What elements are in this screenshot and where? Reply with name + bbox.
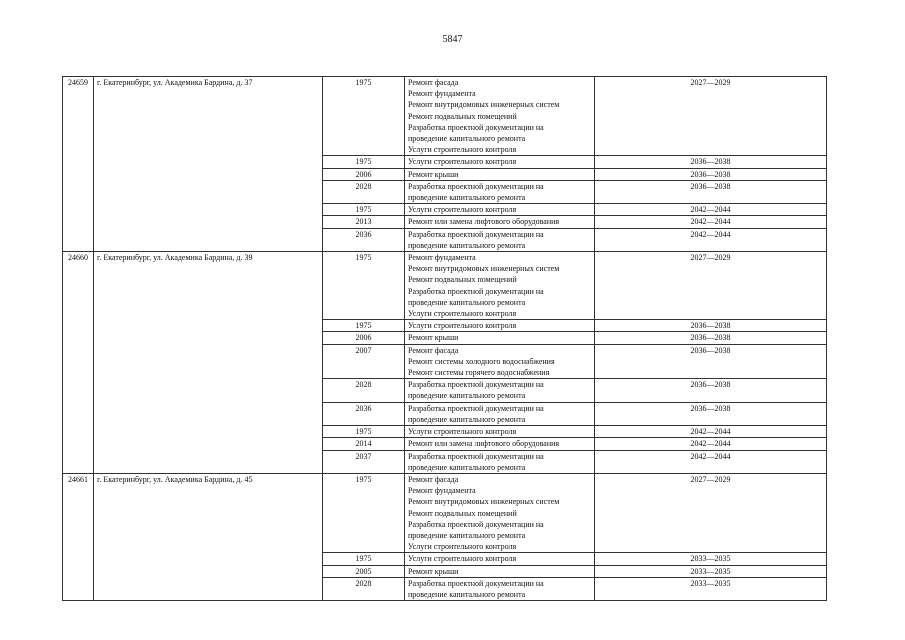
- year-cell: 2006: [323, 332, 405, 344]
- work-item: Ремонт фасада: [408, 345, 459, 355]
- building-id: [63, 344, 94, 379]
- work-item: Ремонт внутридомовых инженерных систем: [408, 100, 560, 110]
- work-item: Разработка проектной документации на: [408, 181, 544, 191]
- table-row: [63, 450, 827, 473]
- building-id: [63, 577, 94, 600]
- period-cell: 2042—2044: [595, 426, 827, 438]
- year-cell: 2013: [323, 216, 405, 228]
- work-item: проведение капитального ремонта: [408, 414, 526, 424]
- table-row: [63, 332, 827, 344]
- work-item: Ремонт крыши: [408, 566, 459, 576]
- work-item: Ремонт фасада: [408, 78, 459, 87]
- period-cell: 2036—2038: [595, 320, 827, 332]
- work-item: Ремонт или замена лифтового оборудования: [408, 217, 560, 227]
- works-cell: [405, 168, 595, 180]
- year-cell: 1975: [323, 204, 405, 216]
- works-cell: [405, 577, 595, 600]
- page-number: 5847: [442, 34, 463, 45]
- building-id: [63, 438, 94, 450]
- table-row: [63, 565, 827, 577]
- work-item: проведение капитального ремонта: [408, 193, 526, 203]
- work-item: Ремонт внутридомовых инженерных систем: [408, 497, 560, 507]
- building-id: [63, 553, 94, 565]
- work-item: Ремонт фундамента: [408, 486, 476, 496]
- year-cell: 1975: [323, 77, 405, 156]
- year-cell: 1975: [323, 473, 405, 552]
- capital-repair-table: [62, 76, 827, 601]
- work-item: проведение капитального ремонта: [408, 391, 526, 401]
- table-row: [63, 438, 827, 450]
- year-cell: 1975: [323, 426, 405, 438]
- period-cell: 2042—2044: [595, 204, 827, 216]
- period-cell: 2036—2038: [595, 180, 827, 203]
- table-row: [63, 252, 827, 320]
- table-row: [63, 344, 827, 379]
- building-id: [63, 204, 94, 216]
- work-item: Ремонт фасада: [408, 474, 459, 484]
- works-cell: [405, 320, 595, 332]
- year-cell: 1975: [323, 553, 405, 565]
- building-id: [63, 332, 94, 344]
- works-cell: [405, 204, 595, 216]
- period-cell: 2027—2029: [595, 473, 827, 552]
- year-cell: 1975: [323, 252, 405, 320]
- period-cell: 2036—2038: [595, 156, 827, 168]
- year-cell: 2036: [323, 402, 405, 425]
- building-address: [94, 402, 323, 425]
- table-row: [63, 320, 827, 332]
- table-row: [63, 156, 827, 168]
- period-cell: 2027—2029: [595, 252, 827, 320]
- period-cell: 2042—2044: [595, 216, 827, 228]
- work-item: Ремонт или замена лифтового оборудования: [408, 439, 560, 449]
- works-cell: [405, 473, 595, 552]
- year-cell: 1975: [323, 320, 405, 332]
- building-address: [94, 168, 323, 180]
- work-item: Услуги строительного контроля: [408, 309, 517, 319]
- building-id: [63, 450, 94, 473]
- building-id: [63, 228, 94, 251]
- table-row: [63, 577, 827, 600]
- works-cell: [405, 402, 595, 425]
- works-cell: [405, 379, 595, 402]
- work-item: Услуги строительного контроля: [408, 321, 517, 331]
- work-item: Ремонт системы холодного водоснабжения: [408, 356, 555, 366]
- table-row: [63, 228, 827, 251]
- building-id: [63, 216, 94, 228]
- period-cell: 2033—2035: [595, 553, 827, 565]
- building-address: [94, 180, 323, 203]
- building-id: [63, 156, 94, 168]
- period-cell: 2036—2038: [595, 332, 827, 344]
- work-item: проведение капитального ремонта: [408, 462, 526, 472]
- works-cell: [405, 216, 595, 228]
- year-cell: 2005: [323, 565, 405, 577]
- building-address: г. Екатеринбург, ул. Академика Бардина, д. 37: [94, 77, 323, 156]
- work-item: Ремонт крыши: [408, 333, 459, 343]
- building-address: [94, 204, 323, 216]
- table-row: [63, 426, 827, 438]
- period-cell: 2036—2038: [595, 402, 827, 425]
- work-item: Ремонт фундамента: [408, 89, 476, 99]
- work-item: Разработка проектной документации на: [408, 519, 544, 529]
- building-id: [63, 402, 94, 425]
- period-cell: 2033—2035: [595, 577, 827, 600]
- work-item: Услуги строительного контроля: [408, 145, 517, 155]
- works-cell: [405, 426, 595, 438]
- work-item: проведение капитального ремонта: [408, 589, 526, 599]
- work-item: проведение капитального ремонта: [408, 297, 526, 307]
- period-cell: 2036—2038: [595, 344, 827, 379]
- work-item: Услуги строительного контроля: [408, 554, 517, 564]
- works-cell: [405, 156, 595, 168]
- work-item: Услуги строительного контроля: [408, 205, 517, 215]
- work-item: Ремонт подвальных помещений: [408, 508, 517, 518]
- works-cell: [405, 332, 595, 344]
- works-cell: [405, 565, 595, 577]
- year-cell: 2037: [323, 450, 405, 473]
- works-cell: [405, 228, 595, 251]
- building-address: [94, 320, 323, 332]
- table-row: [63, 168, 827, 180]
- building-id: [63, 180, 94, 203]
- works-cell: [405, 438, 595, 450]
- period-cell: 2042—2044: [595, 438, 827, 450]
- work-item: Ремонт подвальных помещений: [408, 275, 517, 285]
- table-row: [63, 180, 827, 203]
- works-cell: [405, 344, 595, 379]
- building-address: [94, 216, 323, 228]
- work-item: проведение капитального ремонта: [408, 530, 526, 540]
- building-address: [94, 344, 323, 379]
- building-address: [94, 577, 323, 600]
- work-item: Разработка проектной документации на: [408, 578, 544, 588]
- table-row: [63, 204, 827, 216]
- period-cell: 2036—2038: [595, 379, 827, 402]
- year-cell: 2014: [323, 438, 405, 450]
- works-cell: [405, 77, 595, 156]
- work-item: проведение капитального ремонта: [408, 134, 526, 144]
- works-cell: [405, 553, 595, 565]
- work-item: Ремонт крыши: [408, 169, 459, 179]
- table-row: [63, 402, 827, 425]
- work-item: Услуги строительного контроля: [408, 427, 517, 437]
- building-id: 24661: [63, 473, 94, 552]
- building-address: [94, 379, 323, 402]
- period-cell: 2027—2029: [595, 77, 827, 156]
- building-address: [94, 332, 323, 344]
- period-cell: 2042—2044: [595, 228, 827, 251]
- period-cell: 2036—2038: [595, 168, 827, 180]
- work-item: проведение капитального ремонта: [408, 240, 526, 250]
- works-cell: [405, 252, 595, 320]
- year-cell: 2028: [323, 577, 405, 600]
- building-address: [94, 553, 323, 565]
- building-address: г. Екатеринбург, ул. Академика Бардина, д. 39: [94, 252, 323, 320]
- building-id: [63, 565, 94, 577]
- period-cell: 2033—2035: [595, 565, 827, 577]
- building-address: [94, 565, 323, 577]
- building-address: [94, 228, 323, 251]
- building-address: [94, 450, 323, 473]
- year-cell: 1975: [323, 156, 405, 168]
- work-item: Разработка проектной документации на: [408, 451, 544, 461]
- building-id: 24659: [63, 77, 94, 156]
- year-cell: 2007: [323, 344, 405, 379]
- works-cell: [405, 450, 595, 473]
- work-item: Разработка проектной документации на: [408, 380, 544, 390]
- work-item: Разработка проектной документации на: [408, 122, 544, 132]
- work-item: Ремонт фундамента: [408, 253, 476, 263]
- work-item: Разработка проектной документации на: [408, 229, 544, 239]
- year-cell: 2036: [323, 228, 405, 251]
- building-id: [63, 320, 94, 332]
- work-item: Услуги строительного контроля: [408, 157, 517, 167]
- work-item: Разработка проектной документации на: [408, 403, 544, 413]
- work-item: Ремонт системы горячего водоснабжения: [408, 368, 550, 378]
- period-cell: 2042—2044: [595, 450, 827, 473]
- year-cell: 2006: [323, 168, 405, 180]
- building-id: [63, 379, 94, 402]
- table-row: [63, 473, 827, 552]
- building-address: г. Екатеринбург, ул. Академика Бардина, д. 45: [94, 473, 323, 552]
- work-item: Ремонт подвальных помещений: [408, 111, 517, 121]
- building-id: [63, 168, 94, 180]
- table-row: [63, 553, 827, 565]
- work-item: Услуги строительного контроля: [408, 542, 517, 552]
- building-address: [94, 156, 323, 168]
- table-row: [63, 216, 827, 228]
- table-row: [63, 77, 827, 156]
- work-item: Ремонт внутридомовых инженерных систем: [408, 264, 560, 274]
- works-cell: [405, 180, 595, 203]
- table-row: [63, 379, 827, 402]
- year-cell: 2028: [323, 379, 405, 402]
- building-id: 24660: [63, 252, 94, 320]
- year-cell: 2028: [323, 180, 405, 203]
- building-id: [63, 426, 94, 438]
- work-item: Разработка проектной документации на: [408, 286, 544, 296]
- building-address: [94, 438, 323, 450]
- building-address: [94, 426, 323, 438]
